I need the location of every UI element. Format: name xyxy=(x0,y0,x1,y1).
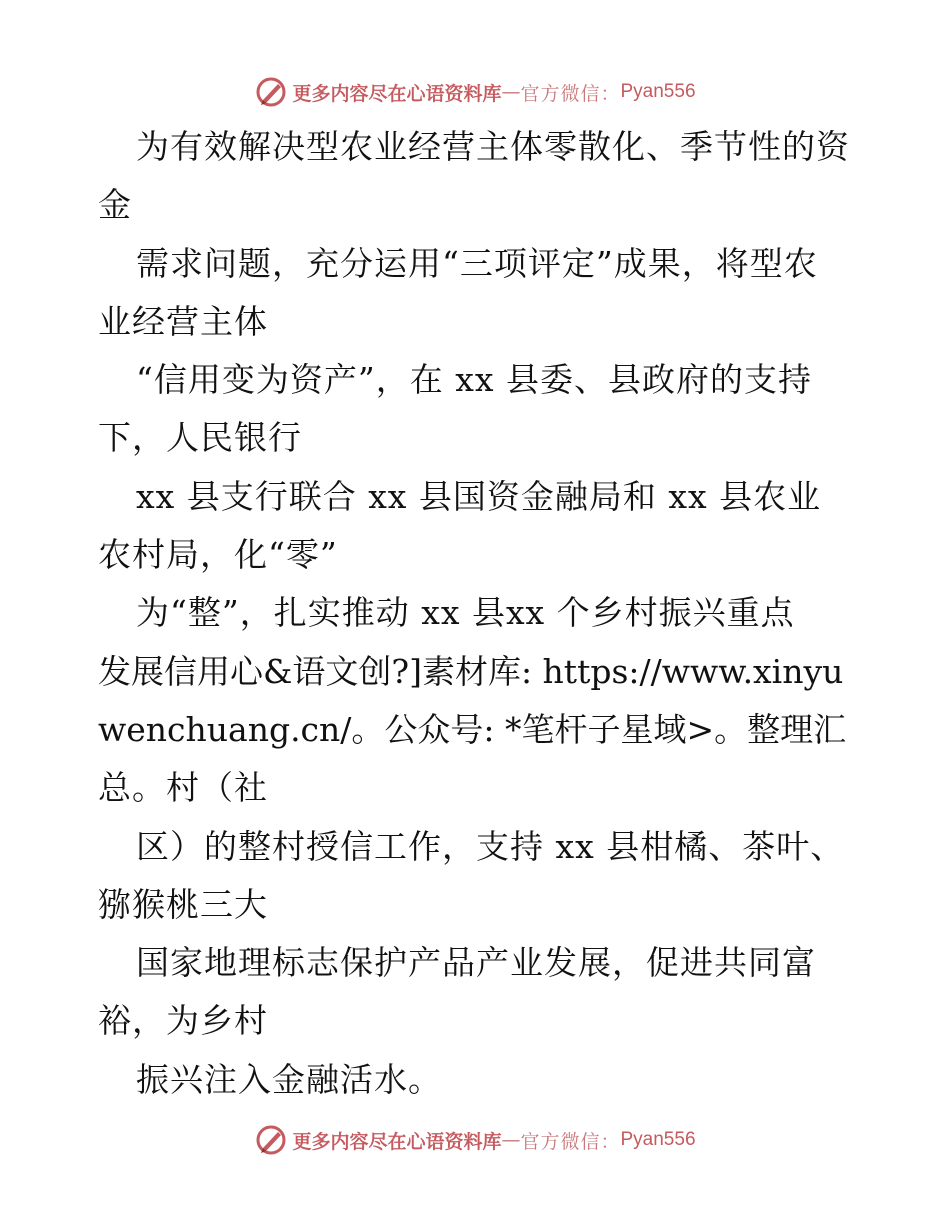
body-line: 区）的整村授信工作，支持 xx 县柑橘、茶叶、 xyxy=(136,826,845,866)
body-line: 振兴注入金融活水。 xyxy=(136,1059,442,1099)
watermark-brand: 更多内容尽在心语资料库 xyxy=(292,1130,502,1153)
body-line: 国家地理标志保护产品产业发展，促进共同富 xyxy=(136,943,816,983)
body-line: 金 xyxy=(98,185,132,225)
body-line: 农村局，化“零” xyxy=(98,535,338,575)
body-line: 需求问题，充分运用“三项评定”成果，将型农 xyxy=(136,243,818,283)
watermark-wechat-handle: Pyan556 xyxy=(620,1129,696,1150)
watermark-separator: — xyxy=(501,81,521,103)
watermark-brand: 更多内容尽在心语资料库 xyxy=(292,82,502,105)
pen-circle-logo-icon xyxy=(254,75,288,109)
body-line: xx 县支行联合 xx 县国资金融局和 xx 县农业 xyxy=(136,476,822,516)
header-watermark xyxy=(0,72,950,112)
footer-watermark xyxy=(0,1120,950,1160)
body-line: 为“整”，扎实推动 xx 县xx 个乡村振兴重点 xyxy=(136,593,795,633)
document-body xyxy=(98,118,858,1109)
body-line: 裕，为乡村 xyxy=(98,1001,268,1041)
body-line: wenchuang.cn/。公众号: *笔杆子星域>。整理汇 xyxy=(98,709,847,749)
body-line: “信用变为资产”，在 xx 县委、县政府的支持 xyxy=(136,360,812,400)
watermark-wechat-label: 官方微信： xyxy=(520,82,621,105)
body-line: 猕猴桃三大 xyxy=(98,884,268,924)
body-line: 业经营主体 xyxy=(98,301,268,341)
watermark-wechat-handle: Pyan556 xyxy=(620,81,696,102)
body-line: 下，人民银行 xyxy=(98,418,302,458)
watermark-separator: — xyxy=(501,1129,521,1151)
watermark-wechat-label: 官方微信： xyxy=(520,1130,621,1153)
body-line: 为有效解决型农业经营主体零散化、季节性的资 xyxy=(136,127,850,166)
body-line: 总。村（社 xyxy=(98,768,268,808)
body-line: 发展信用心&语文创?]素材库: https://www.xinyu xyxy=(98,651,844,691)
pen-circle-logo-icon xyxy=(254,1123,288,1157)
